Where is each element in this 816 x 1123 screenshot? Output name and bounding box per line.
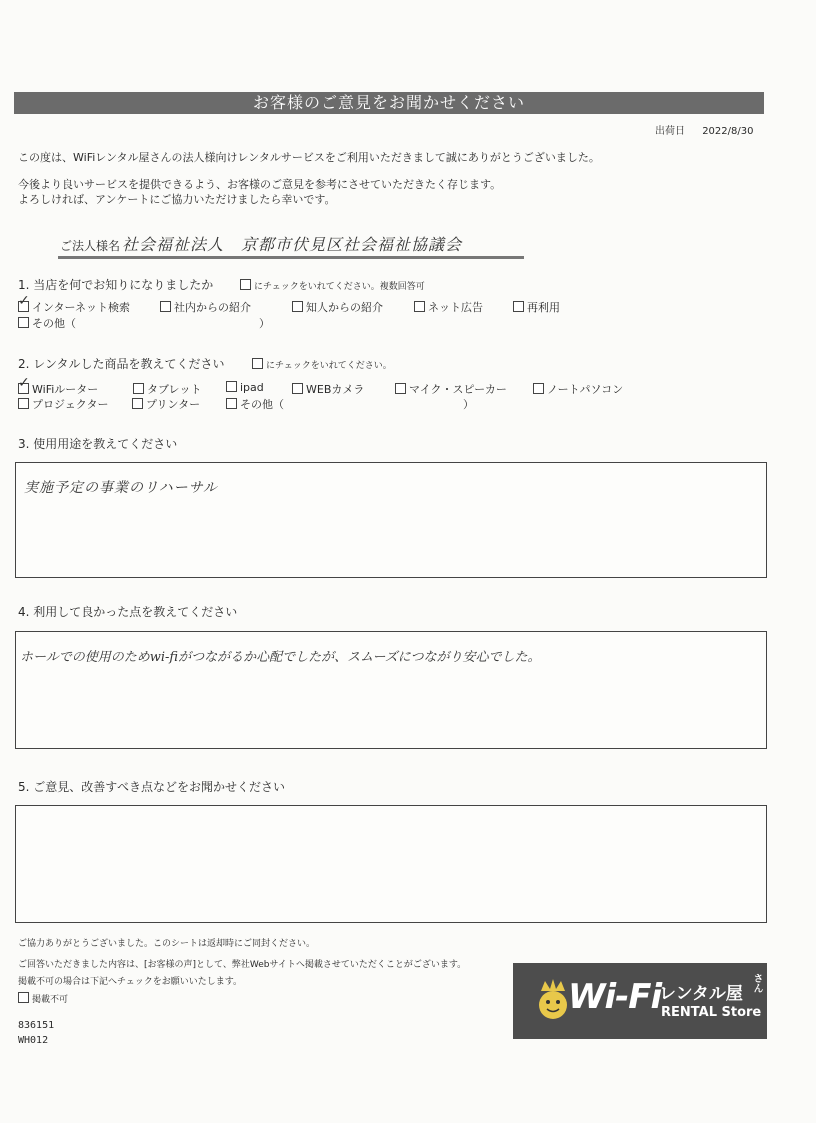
q1-option-net-ad[interactable]: [414, 299, 483, 315]
corp-name-value[interactable]: 社会福祉法人 京都市伏見区社会福祉協議会: [122, 235, 463, 254]
q2-option-laptop[interactable]: [533, 381, 623, 397]
mascot-icon: [535, 979, 571, 1023]
q2-option-label: プロジェクター: [32, 398, 109, 411]
corp-name-label: ご法人様名: [60, 239, 121, 253]
logo-san-text: さん: [751, 973, 762, 993]
checkbox-icon[interactable]: [18, 317, 29, 328]
q2-option-label: タブレット: [147, 383, 202, 396]
code-1: 836151: [18, 1020, 55, 1031]
checkbox-icon[interactable]: [414, 301, 425, 312]
optout-label: 掲載不可: [32, 995, 69, 1005]
q1-option-label: 社内からの紹介: [174, 301, 251, 314]
q3-title: 3. 使用用途を教えてください: [18, 437, 178, 451]
checkbox-icon[interactable]: [292, 383, 303, 394]
q5-answer-box[interactable]: [15, 805, 767, 923]
ship-date-value: 2022/8/30: [702, 126, 754, 137]
q2-option-mic-speaker[interactable]: [395, 381, 507, 397]
footer-notice-1: ご回答いただきました内容は、[お客様の声]として、弊社Webサイトへ掲載させていただくことがございます。: [18, 960, 467, 970]
q4-answer-box[interactable]: [15, 631, 767, 749]
q2-option-wifi-router[interactable]: [18, 381, 98, 397]
corp-name-underline: [58, 256, 524, 259]
q2-title: 2. レンタルした商品を教えてください: [18, 357, 225, 371]
checkbox-checked-icon[interactable]: [18, 383, 29, 394]
footer-thanks: ご協力ありがとうございました。このシートは返却時にご同封ください。: [18, 939, 316, 949]
checkbox-icon[interactable]: [18, 398, 29, 409]
q4-answer-text: ホールでの使用のためwi-fiがつながるか心配でしたが、スムーズにつながり安心でした。: [20, 650, 541, 665]
ship-date-label: 出荷日: [655, 126, 685, 137]
checkbox-icon[interactable]: [18, 992, 29, 1003]
checkbox-icon[interactable]: [132, 398, 143, 409]
q2-other-close-paren: ）: [463, 398, 474, 411]
q2-option-label: WEBカメラ: [306, 383, 365, 396]
checkbox-icon[interactable]: [226, 398, 237, 409]
q1-option-other[interactable]: [18, 315, 76, 331]
checkbox-icon[interactable]: [292, 301, 303, 312]
checkbox-icon[interactable]: [226, 381, 237, 392]
q1-option-label: その他（: [32, 317, 76, 330]
q1-option-internal[interactable]: [160, 299, 251, 315]
q2-option-label: マイク・スピーカー: [409, 383, 507, 396]
q5-title: 5. ご意見、改善すべき点などをお聞かせください: [18, 780, 286, 794]
q2-option-label: ノートパソコン: [547, 383, 624, 396]
logo-jp-text: レンタル屋: [659, 984, 743, 1004]
q1-option-reuse[interactable]: [513, 299, 560, 315]
checkbox-icon[interactable]: [533, 383, 544, 394]
wifi-rental-logo: [513, 963, 767, 1039]
q2-note: [252, 358, 392, 371]
ship-date: [655, 122, 753, 137]
q1-note-text: にチェックをいれてください。複数回答可: [254, 282, 425, 292]
q1-option-label: 再利用: [527, 301, 560, 314]
checkbox-icon[interactable]: [513, 301, 524, 312]
q4-title: 4. 利用して良かった点を教えてください: [18, 605, 238, 619]
checkbox-sample-icon: [240, 279, 251, 290]
q2-option-label: ipad: [240, 381, 264, 394]
checkbox-checked-icon[interactable]: [18, 301, 29, 312]
code-2: WH012: [18, 1035, 49, 1046]
q2-option-label: WiFiルーター: [32, 383, 99, 396]
checkbox-icon[interactable]: [160, 301, 171, 312]
q3-answer-text: 実施予定の事業のリハーサル: [24, 480, 218, 496]
q2-option-printer[interactable]: [132, 396, 200, 412]
page-title: お客様のご意見をお聞かせください: [14, 92, 764, 114]
optout-option[interactable]: [18, 992, 68, 1005]
q2-note-text: にチェックをいれてください。: [266, 361, 392, 371]
q1-option-label: インターネット検索: [32, 301, 131, 314]
q1-option-acquaintance[interactable]: [292, 299, 383, 315]
q2-option-label: その他（: [240, 398, 284, 411]
footer-notice-2: 掲載不可の場合は下記へチェックをお願いいたします。: [18, 977, 243, 987]
logo-en-text: RENTAL Store: [661, 1005, 762, 1020]
q2-option-other[interactable]: [226, 396, 284, 412]
intro-line-1: この度は、WiFiレンタル屋さんの法人様向けレンタルサービスをご利用いただきまして誠にありがとうございました。: [18, 151, 600, 164]
q2-option-web-camera[interactable]: [292, 381, 364, 397]
checkbox-icon[interactable]: [395, 383, 406, 394]
q1-title: 1. 当店を何でお知りになりましたか: [18, 278, 214, 292]
q2-option-label: プリンター: [146, 398, 201, 411]
intro-line-2: 今後より良いサービスを提供できるよう、お客様のご意見を参考にさせていただきたく存じます。: [18, 178, 502, 191]
q1-other-close-paren: ）: [259, 317, 270, 330]
q1-option-label: 知人からの紹介: [306, 301, 383, 314]
q2-option-ipad[interactable]: [226, 381, 264, 394]
q1-note: [240, 279, 425, 292]
q2-option-tablet[interactable]: [133, 381, 201, 397]
q1-option-internet[interactable]: [18, 299, 130, 315]
q2-option-projector[interactable]: [18, 396, 109, 412]
q3-answer-box[interactable]: [15, 462, 767, 578]
checkbox-icon[interactable]: [133, 383, 144, 394]
checkbox-sample-icon: [252, 358, 263, 369]
logo-wifi-text: Wi-Fi: [568, 977, 662, 1017]
q1-option-label: ネット広告: [428, 301, 483, 314]
intro-line-3: よろしければ、アンケートにご協力いただけましたら幸いです。: [18, 193, 336, 206]
